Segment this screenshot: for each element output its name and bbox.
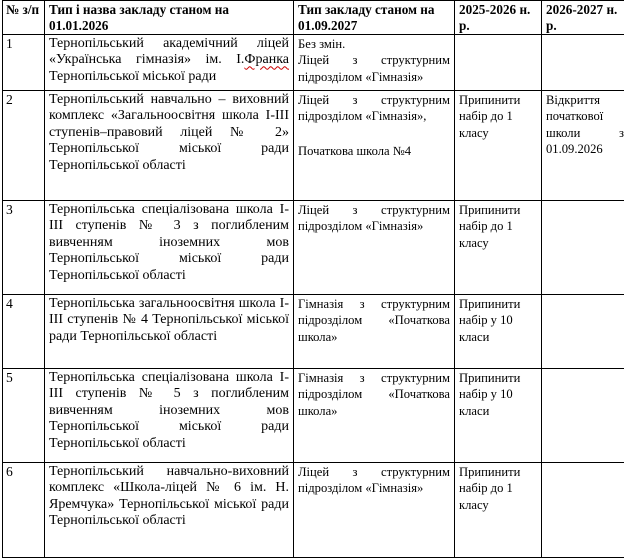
- row-2026-2027: [542, 295, 624, 369]
- row-name: Тернопільський навчально – виховний комплекс «Загальноосвітня школа І-ІІІ ступенів–правовий ліцей № 2» Тернопільської міської ради Тернопільської області: [45, 91, 294, 201]
- table-header-row: [3, 1, 624, 35]
- row-2025-2026: Припинити набір до 1 класу: [455, 201, 542, 295]
- header-2026-2027: 2026-2027 н. р.: [542, 1, 624, 35]
- row-num: 4: [3, 295, 45, 369]
- row-2025-2026: Припинити набір у 10 класи: [455, 295, 542, 369]
- table-row: [3, 463, 624, 558]
- row-name: Тернопільська спеціалізована школа І-ІІІ ступенів № 3 з поглибленим вивченням іноземних мов Тернопільської міської ради Тернопільської області: [45, 201, 294, 295]
- table-row: [3, 369, 624, 463]
- row-type: Ліцей з структурним підрозділом «Гімназія»: [294, 201, 455, 295]
- row-2026-2027: [542, 35, 624, 91]
- row-name: Тернопільська спеціалізована школа І-ІІІ ступенів № 5 з поглибленим вивченням іноземних мов Тернопільської міської ради Тернопільської області: [45, 369, 294, 463]
- row-2025-2026: [455, 35, 542, 91]
- row-2026-2027: [542, 369, 624, 463]
- header-name: Тип і назва закладу станом на 01.01.2026: [45, 1, 294, 35]
- row-name: Тернопільський навчально-виховний комплекс «Школа-ліцей № 6 ім. Н. Яремчука» Тернопільської міської ради Тернопільської області: [45, 463, 294, 558]
- row-2025-2026: Припинити набір до 1 класу: [455, 91, 542, 201]
- table-row: [3, 201, 624, 295]
- row-name: Тернопільський академічний ліцей «Українська гімназія» ім. І.Франка Тернопільської міської ради: [45, 35, 294, 91]
- row-type: Гімназія з структурним підрозділом «Початкова школа»: [294, 369, 455, 463]
- header-type: Тип закладу станом на 01.09.2027: [294, 1, 455, 35]
- row-2026-2027: [542, 201, 624, 295]
- table-row: [3, 91, 624, 201]
- row-type: Гімназія з структурним підрозділом «Початкова школа»: [294, 295, 455, 369]
- row-num: 3: [3, 201, 45, 295]
- header-2025-2026: 2025-2026 н. р.: [455, 1, 542, 35]
- row-2026-2027: [542, 463, 624, 558]
- row-type: Ліцей з структурним підрозділом «Гімназія», Початкова школа №4: [294, 91, 455, 201]
- row-type: Без змін. Ліцей з структурним підрозділом «Гімназія»: [294, 35, 455, 91]
- row-num: 6: [3, 463, 45, 558]
- row-2025-2026: Припинити набір у 10 класи: [455, 369, 542, 463]
- row-num: 2: [3, 91, 45, 201]
- spellcheck-word: Франка: [244, 52, 289, 67]
- row-name: Тернопільська загальноосвітня школа І-ІІІ ступенів № 4 Тернопільської міської ради Тернопільської області: [45, 295, 294, 369]
- header-num: № з/п: [3, 1, 45, 35]
- schools-table: [2, 0, 624, 558]
- row-type: Ліцей з структурним підрозділом «Гімназія»: [294, 463, 455, 558]
- row-2025-2026: Припинити набір до 1 класу: [455, 463, 542, 558]
- table-row: [3, 295, 624, 369]
- row-num: 1: [3, 35, 45, 91]
- row-num: 5: [3, 369, 45, 463]
- row-2026-2027: Відкриття початкової школи з 01.09.2026: [542, 91, 624, 201]
- table-row: [3, 35, 624, 91]
